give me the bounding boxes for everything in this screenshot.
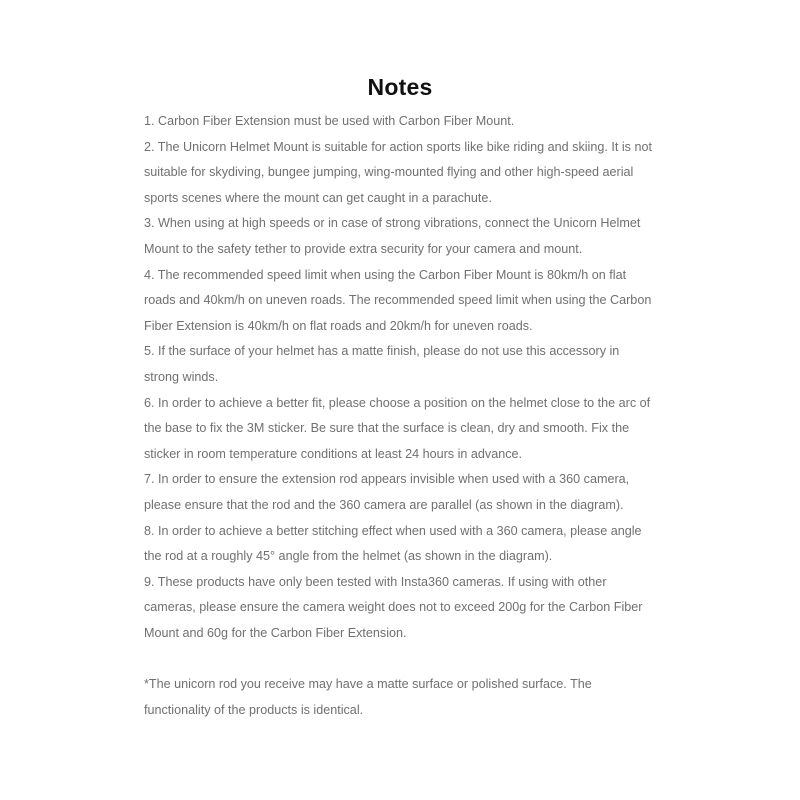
note-item: 4. The recommended speed limit when using the Carbon Fiber Mount is 80km/h on flat roads and 40km/h on uneven roads. The recommended speed limit when using the Carbon Fiber Extension is 40km/h on flat roads and 20km/h for uneven roads. — [144, 267, 652, 333]
note-item: 6. In order to achieve a better fit, please choose a position on the helmet close to the arc of the base to fix the 3M sticker. Be sure that the surface is clean, dry and smooth. Fix the sticker in room temperature conditions at least 24 hours in advance. — [144, 395, 651, 461]
note-item: 2. The Unicorn Helmet Mount is suitable for action sports like bike riding and skiing. It is not suitable for skydiving, bungee jumping, wing-mounted flying and other high-speed aerial sports scenes where the mount can get caught in a parachute. — [144, 139, 652, 205]
note-item: 5. If the surface of your helmet has a matte finish, please do not use this accessory in strong winds. — [144, 344, 620, 384]
notes-list — [144, 109, 656, 646]
note-item: 8. In order to achieve a better stitching effect when used with a 360 camera, please angle the rod at a roughly 45° angle from the helmet (as shown in the diagram). — [144, 523, 642, 564]
note-item: 7. In order to ensure the extension rod appears invisible when used with a 360 camera, please ensure that the rod and the 360 camera are parallel (as shown in the diagram). — [144, 472, 630, 512]
note-item: 9. These products have only been tested with Insta360 cameras. If using with other cameras, please ensure the camera weight does not to exceed 200g for the Carbon Fiber Mount and 60g for the Carbon Fiber Extension. — [144, 574, 643, 640]
note-item: 1. Carbon Fiber Extension must be used with Carbon Fiber Mount. — [144, 114, 515, 128]
note-item: 3. When using at high speeds or in case of strong vibrations, connect the Unicorn Helmet Mount to the safety tether to provide extra security for your camera and mount. — [144, 216, 641, 256]
page-title: Notes — [367, 74, 433, 101]
footnote: *The unicorn rod you receive may have a matte surface or polished surface. The functionality of the products is identical. — [144, 677, 592, 717]
